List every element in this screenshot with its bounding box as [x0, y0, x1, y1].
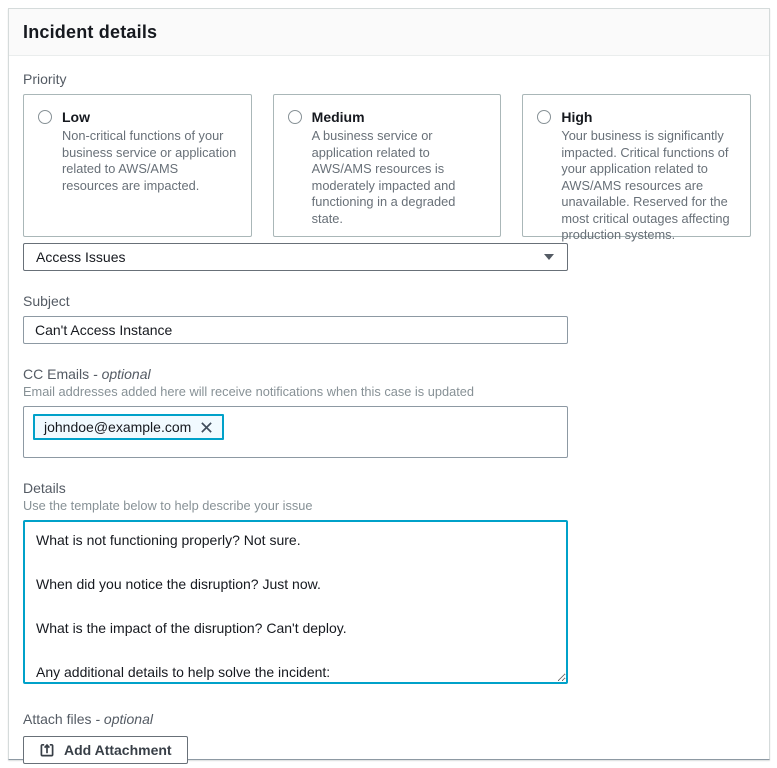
- caret-down-icon: [543, 253, 555, 261]
- upload-icon: [39, 742, 55, 758]
- radio-button-high[interactable]: [537, 110, 551, 124]
- priority-options: [23, 94, 751, 242]
- category-dropdown-value: Access Issues: [36, 249, 126, 265]
- category-dropdown[interactable]: [23, 243, 568, 271]
- attach-files-section: [23, 710, 751, 764]
- add-attachment-button[interactable]: [23, 736, 188, 764]
- priority-medium-title: Medium: [311, 109, 365, 125]
- priority-card-low[interactable]: [23, 94, 252, 237]
- add-attachment-label: Add Attachment: [64, 742, 172, 758]
- priority-medium-radio-row: [288, 108, 487, 126]
- details-label: Details: [23, 480, 66, 496]
- subject-input[interactable]: [23, 316, 568, 344]
- attach-files-label-text: Attach files: [23, 711, 92, 727]
- radio-button-low[interactable]: [38, 110, 52, 124]
- email-token-text: johndoe@example.com: [44, 419, 192, 435]
- panel-header: [9, 9, 769, 56]
- subject-section: [23, 292, 751, 344]
- panel-body: [9, 56, 769, 764]
- cc-emails-label: [23, 365, 751, 383]
- subject-label: Subject: [23, 293, 70, 309]
- priority-card-high[interactable]: [522, 94, 751, 242]
- radio-button-medium[interactable]: [288, 110, 302, 124]
- cc-emails-hint: Email addresses added here will receive notifications when this case is updated: [23, 384, 474, 399]
- attach-files-label: [23, 710, 751, 728]
- email-token: [33, 414, 224, 440]
- priority-label: Priority: [23, 71, 67, 87]
- cc-emails-section: [23, 365, 751, 458]
- priority-high-radio-row: [537, 108, 736, 126]
- details-section: [23, 479, 751, 684]
- priority-high-description: Your business is significantly impacted. Critical functions of your application related to AWS/AMS resources are unavailable. Reserved for the most critical outages affecting production systems.: [561, 128, 730, 242]
- cc-emails-optional-text: - optional: [93, 366, 151, 382]
- priority-low-description: Non-critical functions of your business service or application related to AWS/AMS resources are impacted.: [62, 128, 237, 193]
- cc-emails-label-text: CC Emails: [23, 366, 90, 382]
- priority-medium-description: A business service or application related to AWS/AMS resources is moderately impacted and functioning in a degraded state.: [311, 128, 456, 226]
- priority-card-medium[interactable]: [273, 94, 502, 237]
- close-icon[interactable]: [200, 421, 213, 434]
- attach-files-optional-text: - optional: [95, 711, 153, 727]
- incident-details-panel: [8, 8, 770, 760]
- priority-high-title: High: [561, 109, 593, 125]
- details-hint: Use the template below to help describe your issue: [23, 498, 313, 513]
- priority-low-radio-row: [38, 108, 237, 126]
- priority-low-title: Low: [62, 109, 90, 125]
- details-textarea[interactable]: [23, 520, 568, 684]
- cc-emails-input[interactable]: [23, 406, 568, 458]
- page-title: Incident details: [23, 22, 158, 42]
